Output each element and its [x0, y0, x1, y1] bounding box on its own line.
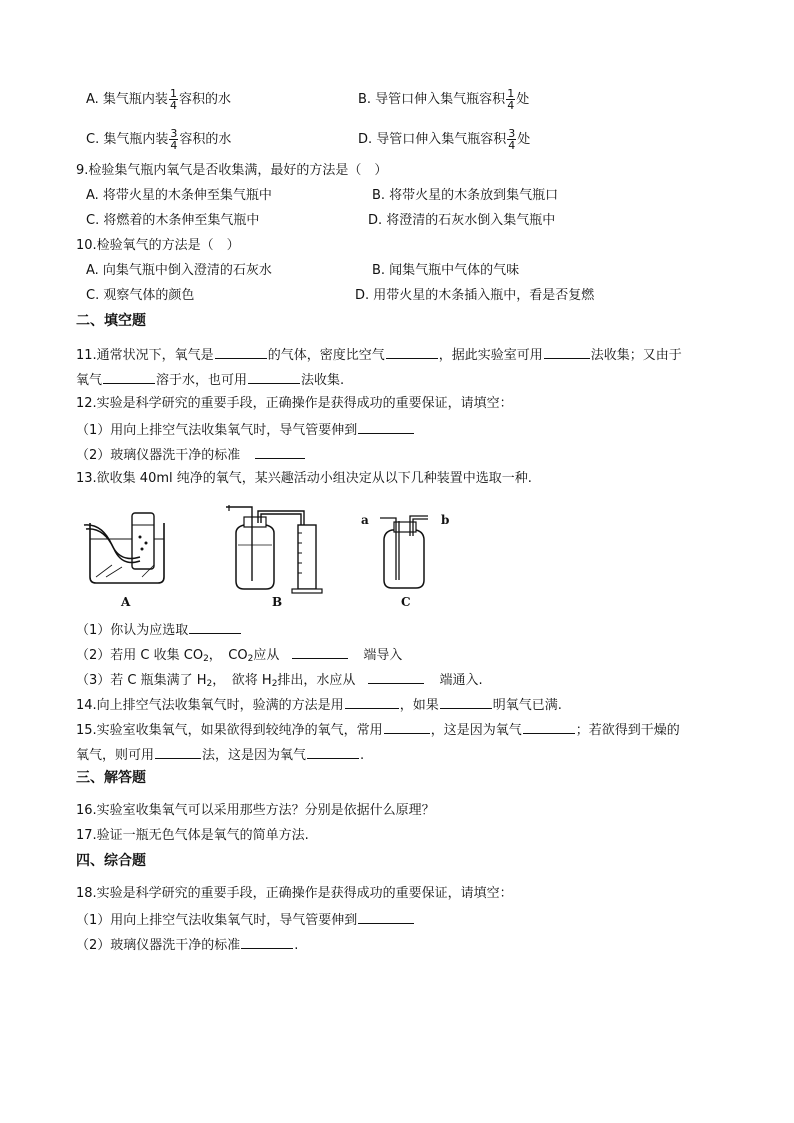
fraction: $\frac{3}{4}$: [170, 127, 178, 152]
q16: 16.实验室收集氧气可以采用那些方法？分别是依据什么原理？: [76, 803, 435, 818]
figure-label-c: C: [401, 595, 411, 609]
fraction: $\frac{1}{4}$: [169, 87, 177, 112]
q12-sub2: （2）玻璃仪器洗干净的标准: [76, 445, 306, 465]
tube-label-a: a: [361, 513, 369, 527]
apparatus-c-figure: [378, 506, 434, 590]
answer-blank[interactable]: [248, 370, 300, 384]
q10-option-c: C. 观察气体的颜色: [86, 288, 195, 303]
answer-blank[interactable]: [440, 695, 492, 709]
answer-blank[interactable]: [368, 670, 424, 684]
q13-sub3: （3）若 C 瓶集满了 $H_2$， 欲将 $H_2$排出，水应从 端通入.: [76, 670, 483, 693]
q8-option-c: C. 集气瓶内装 $\frac{3}{4}$ 容积的水: [86, 127, 232, 152]
answer-blank[interactable]: [358, 910, 414, 924]
q15-line2: 氧气，则可用 法，这是因为氧气 .: [76, 745, 364, 765]
q9-option-c: C. 将燃着的木条伸至集气瓶中: [86, 213, 260, 228]
q12-sub1: （1）用向上排空气法收集氧气时，导气管要伸到: [76, 420, 415, 440]
q11-line1: 11.通常状况下，氧气是 的气体，密度比空气 ，据此实验室可用 法收集；又由于: [76, 345, 682, 365]
q13-sub2: （2）若用 C 收集 $CO_2$， $CO_2$应从 端导入: [76, 645, 402, 668]
q10-stem: 10.检验氧气的方法是（ ）: [76, 238, 240, 253]
q18-sub1: （1）用向上排空气法收集氧气时，导气管要伸到: [76, 910, 415, 930]
q17: 17.验证一瓶无色气体是氧气的简单方法.: [76, 828, 309, 843]
q9-option-b: B. 将带火星的木条放到集气瓶口: [372, 188, 559, 203]
answer-blank[interactable]: [255, 445, 305, 459]
answer-blank[interactable]: [358, 420, 414, 434]
answer-blank[interactable]: [307, 745, 359, 759]
answer-blank[interactable]: [103, 370, 155, 384]
q9-option-d: D. 将澄清的石灰水倒入集气瓶中: [368, 213, 556, 228]
q12-stem: 12.实验是科学研究的重要手段，正确操作是获得成功的重要保证，请填空：: [76, 396, 513, 411]
q10-option-a: A. 向集气瓶中倒入澄清的石灰水: [86, 263, 272, 278]
fraction: $\frac{1}{4}$: [507, 87, 515, 112]
apparatus-b-figure: [226, 503, 330, 595]
q9-option-a: A. 将带火星的木条伸至集气瓶中: [86, 188, 272, 203]
answer-blank[interactable]: [155, 745, 201, 759]
q8-option-d: D. 导管口伸入集气瓶容积 $\frac{3}{4}$ 处: [358, 127, 531, 152]
q15-line1: 15.实验室收集氧气，如果欲得到较纯净的氧气，常用 ，这是因为氧气 ；若欲得到干燥的: [76, 720, 680, 740]
q18-sub2: （2）玻璃仪器洗干净的标准 .: [76, 935, 298, 955]
q9-stem: 9.检验集气瓶内氧气是否收集满，最好的方法是（ ）: [76, 163, 388, 178]
fraction: $\frac{3}{4}$: [508, 127, 516, 152]
answer-blank[interactable]: [345, 695, 399, 709]
q8-option-a: A. 集气瓶内装 $\frac{1}{4}$ 容积的水: [86, 87, 231, 112]
answer-blank[interactable]: [386, 345, 438, 359]
answer-blank[interactable]: [544, 345, 590, 359]
section-heading-comprehensive: 四、综合题: [76, 853, 146, 869]
answer-blank[interactable]: [241, 935, 293, 949]
answer-blank[interactable]: [523, 720, 575, 734]
q18-stem: 18.实验是科学研究的重要手段，正确操作是获得成功的重要保证，请填空：: [76, 886, 513, 901]
apparatus-a-figure: [82, 505, 172, 587]
q8-option-b: B. 导管口伸入集气瓶容积 $\frac{1}{4}$ 处: [358, 87, 530, 112]
figure-label-b: B: [272, 595, 283, 609]
answer-blank[interactable]: [384, 720, 430, 734]
answer-blank[interactable]: [189, 620, 241, 634]
tube-label-b: b: [441, 513, 450, 527]
q14: 14.向上排空气法收集氧气时，验满的方法是用 ，如果 明氧气已满.: [76, 695, 562, 715]
answer-blank[interactable]: [215, 345, 267, 359]
q13-sub1: （1）你认为应选取: [76, 620, 242, 640]
section-heading-answer: 三、解答题: [76, 770, 146, 786]
q13-stem: 13.欲收集 40ml 纯净的氧气，某兴趣活动小组决定从以下几种装置中选取一种.: [76, 471, 532, 486]
answer-blank[interactable]: [292, 645, 348, 659]
section-heading-fill-blank: 二、填空题: [76, 313, 146, 329]
q10-option-d: D. 用带火星的木条插入瓶中，看是否复燃: [355, 288, 595, 303]
figure-label-a: A: [121, 595, 131, 609]
q10-option-b: B. 闻集气瓶中气体的气味: [372, 263, 520, 278]
q11-line2: 氧气 溶于水，也可用 法收集.: [76, 370, 344, 390]
